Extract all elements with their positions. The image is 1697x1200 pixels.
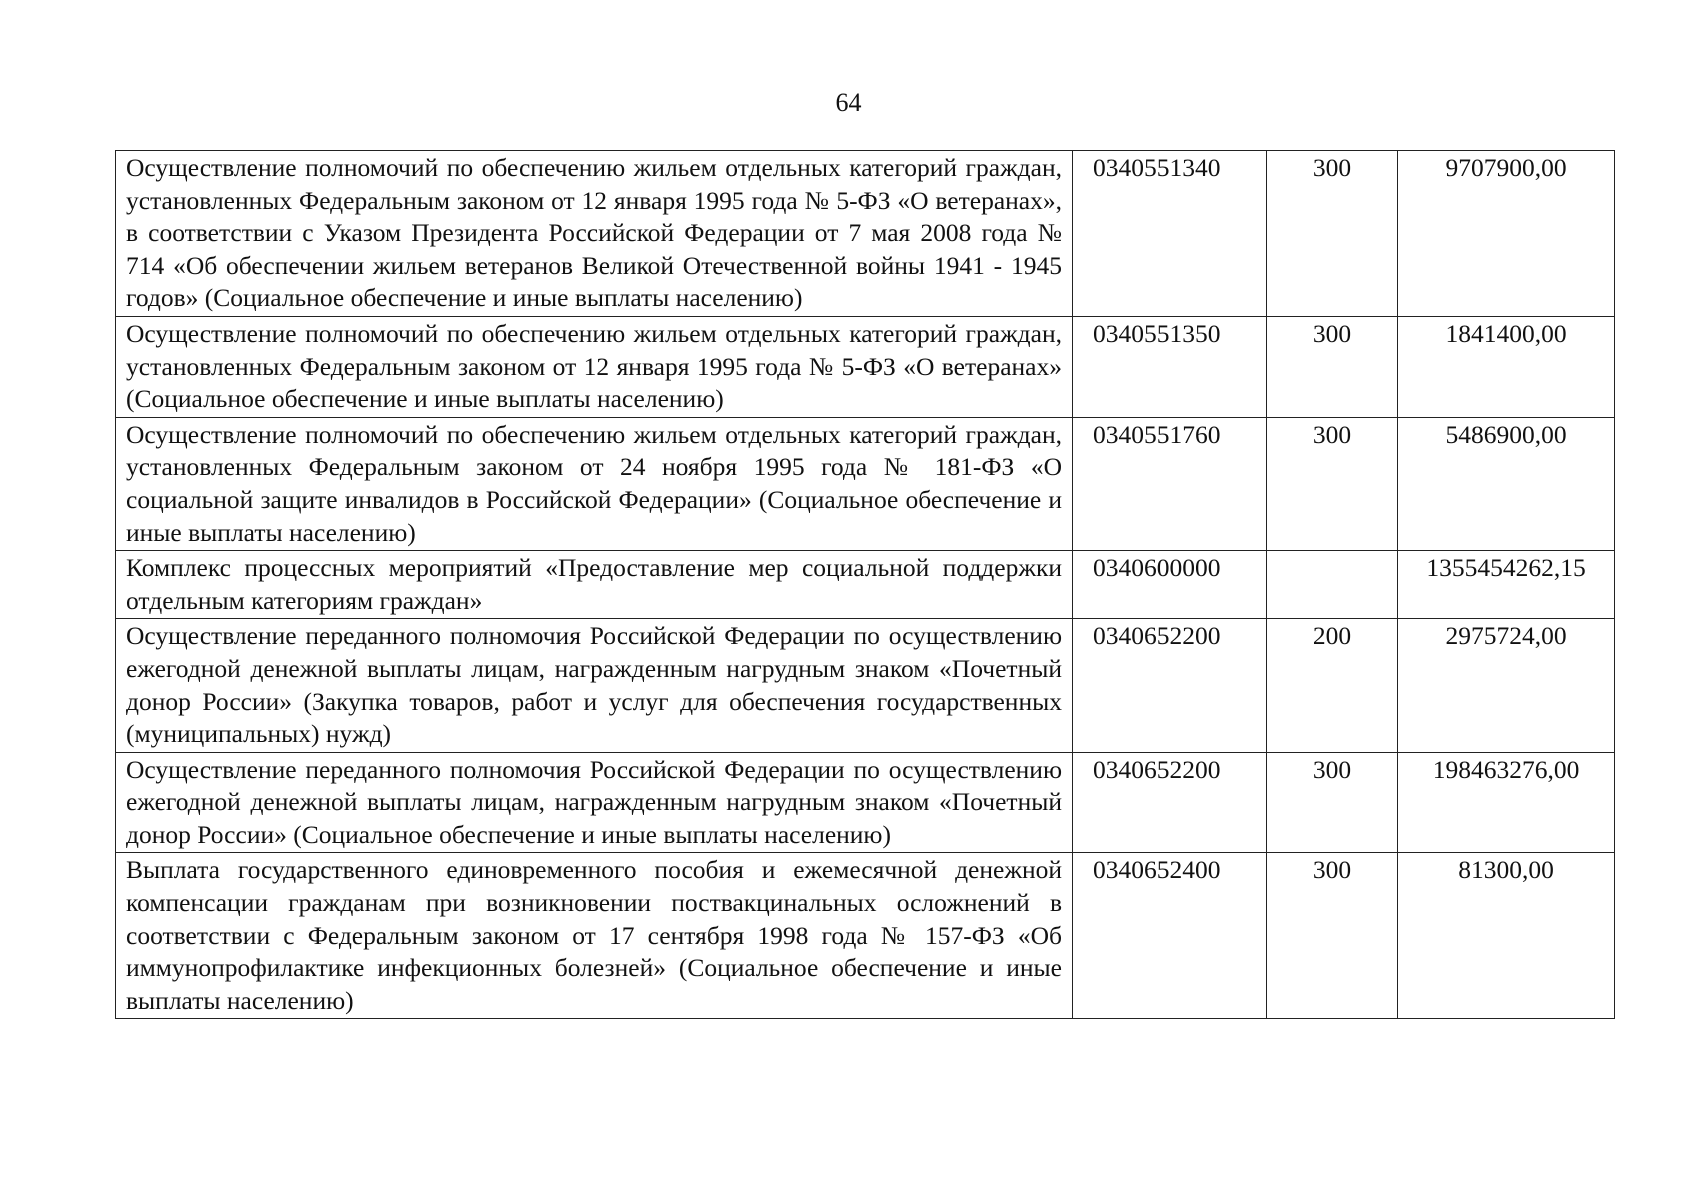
row-description: Осуществление полномочий по обеспечению жильем отдельных категорий граждан, установленных Федеральным законом от 12 января 1995 года № 5-ФЗ «О ветеранах», в соответствии с Указом Президента Российской Федерации от 7 мая 2008 года № 714 «Об обеспечении жильем ветеранов Великой Отечественной войны 1941 - 1945 годов» (Социальное обеспечение и иные выплаты населению) [116,151,1073,317]
row-expense-type: 300 [1267,417,1398,550]
budget-table [115,150,1615,1019]
row-description: Осуществление переданного полномочия Российской Федерации по осуществлению ежегодной денежной выплаты лицам, награжденным нагрудным знаком «Почетный донор России» (Закупка товаров, работ и услуг для обеспечения государственных (муниципальных) нужд) [116,619,1073,752]
table-row [116,853,1615,1019]
page-number: 64 [835,88,862,117]
row-expense-type: 300 [1267,853,1398,1019]
row-target-code: 0340551760 [1073,417,1267,550]
row-target-code: 0340551340 [1073,151,1267,317]
table-row [116,551,1615,619]
row-description: Осуществление переданного полномочия Российской Федерации по осуществлению ежегодной денежной выплаты лицам, награжденным нагрудным знаком «Почетный донор России» (Социальное обеспечение и иные выплаты населению) [116,752,1073,853]
table-row [116,417,1615,550]
row-amount: 2975724,00 [1398,619,1615,752]
row-target-code: 0340652200 [1073,619,1267,752]
row-description: Выплата государственного единовременного пособия и ежемесячной денежной компенсации гражданам при возникновении поствакцинальных осложнений в соответствии с Федеральным законом от 17 сентября 1998 года № 157-ФЗ «Об иммунопрофилактике инфекционных болезней» (Социальное обеспечение и иные выплаты населению) [116,853,1073,1019]
table-row [116,316,1615,417]
row-description: Комплекс процессных мероприятий «Предоставление мер социальной поддержки отдельным категориям граждан» [116,551,1073,619]
row-expense-type: 300 [1267,752,1398,853]
table-row [116,619,1615,752]
table-row [116,151,1615,317]
row-description: Осуществление полномочий по обеспечению жильем отдельных категорий граждан, установленных Федеральным законом от 24 ноября 1995 года № 181-ФЗ «О социальной защите инвалидов в Российской Федерации» (Социальное обеспечение и иные выплаты населению) [116,417,1073,550]
row-target-code: 0340551350 [1073,316,1267,417]
row-expense-type: 300 [1267,151,1398,317]
row-amount: 198463276,00 [1398,752,1615,853]
row-target-code: 0340600000 [1073,551,1267,619]
row-description: Осуществление полномочий по обеспечению жильем отдельных категорий граждан, установленных Федеральным законом от 12 января 1995 года № 5-ФЗ «О ветеранах» (Социальное обеспечение и иные выплаты населению) [116,316,1073,417]
row-amount: 1355454262,15 [1398,551,1615,619]
row-amount: 81300,00 [1398,853,1615,1019]
row-amount: 9707900,00 [1398,151,1615,317]
row-amount: 1841400,00 [1398,316,1615,417]
table-row [116,752,1615,853]
row-expense-type: 200 [1267,619,1398,752]
row-target-code: 0340652400 [1073,853,1267,1019]
row-target-code: 0340652200 [1073,752,1267,853]
row-expense-type: 300 [1267,316,1398,417]
row-amount: 5486900,00 [1398,417,1615,550]
row-expense-type [1267,551,1398,619]
